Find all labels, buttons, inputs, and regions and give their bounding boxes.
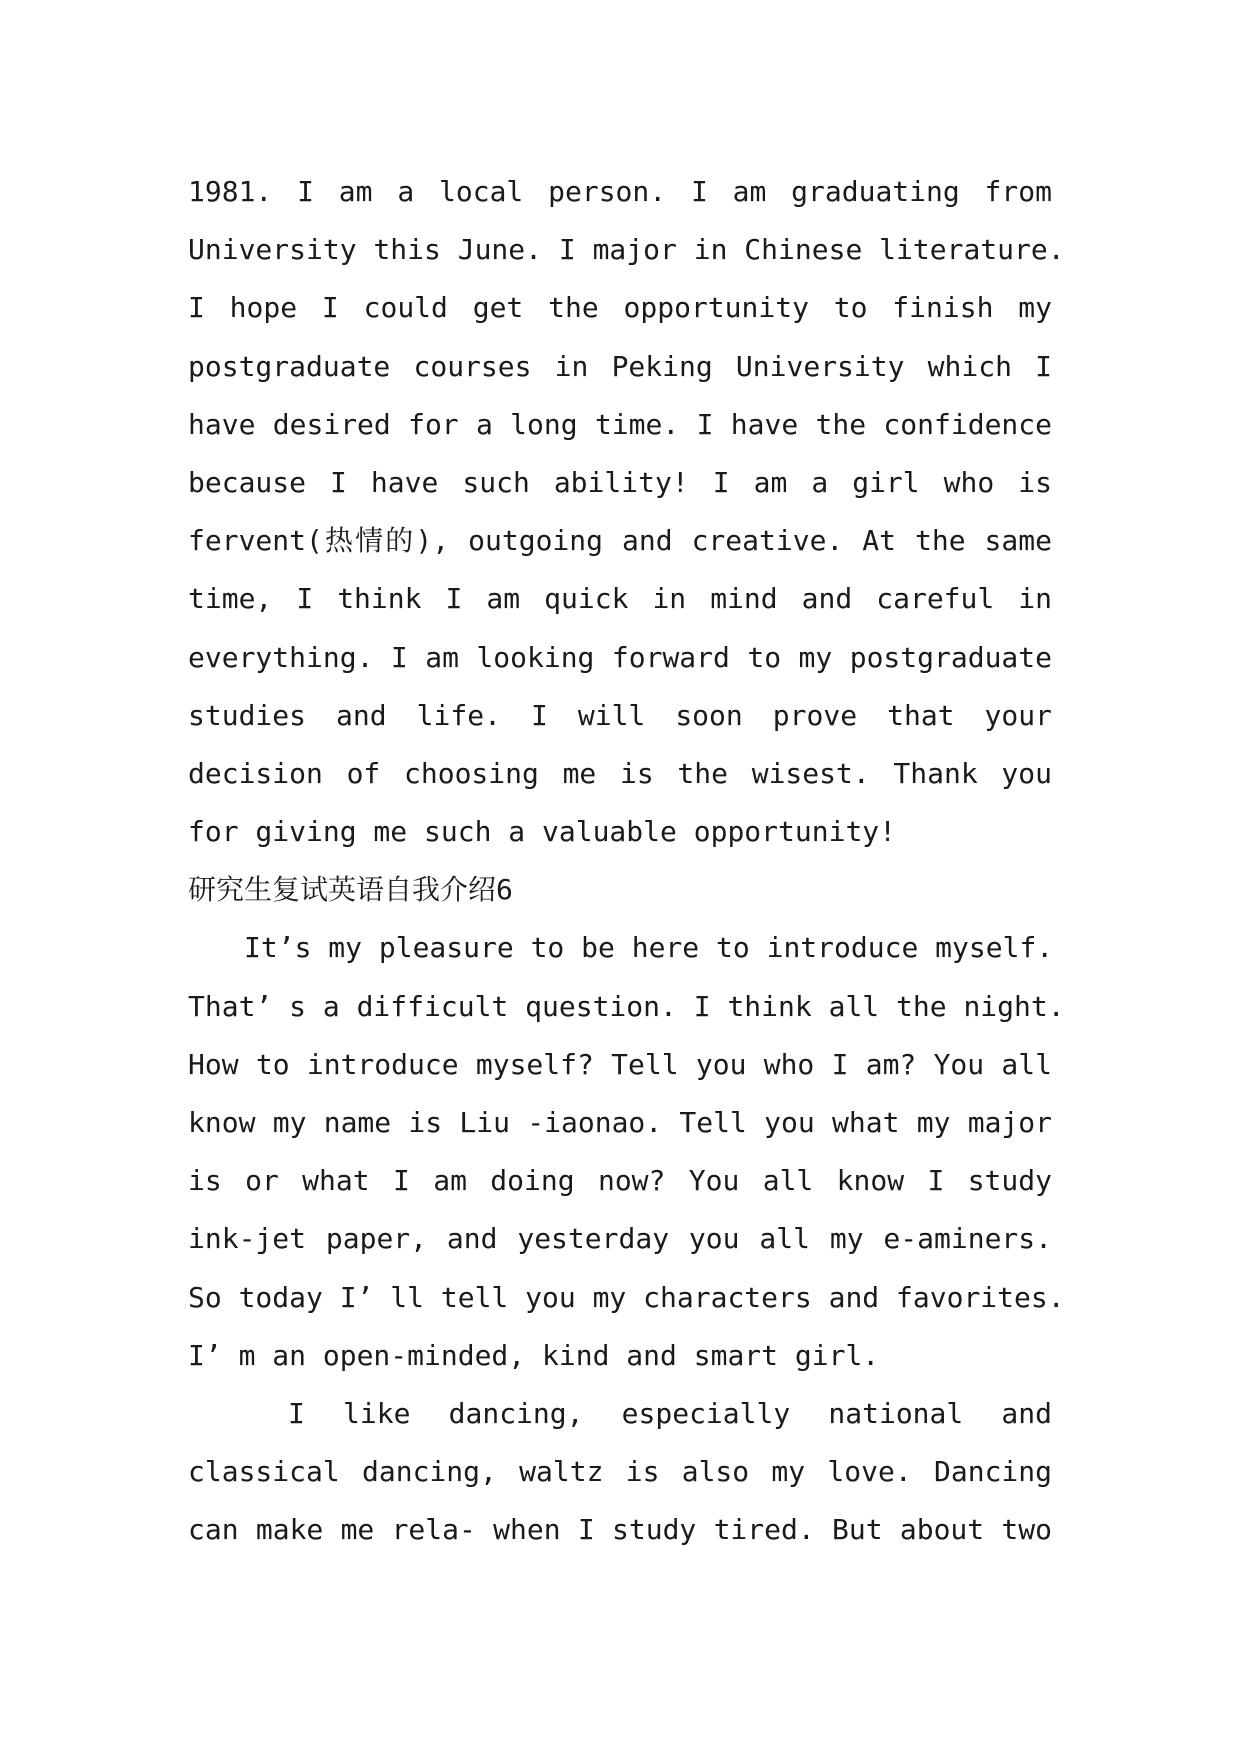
paragraph-line: know my name is Liu -iaonao. Tell you what my major [188, 1106, 1052, 1139]
paragraph-line: How to introduce myself? Tell you who I am? You all [188, 1047, 1052, 1081]
paragraph-line: It’s my pleasure to be here to introduce myself. [244, 931, 1054, 965]
paragraph-line: I hope I could get the opportunity to finish my [188, 291, 1052, 325]
section-heading: 研究生复试英语自我介绍6 [188, 873, 513, 907]
paragraph-line: postgraduate courses in Peking University which I [188, 349, 1052, 383]
paragraph-line: classical dancing, waltz is also my love. Dancing [188, 1455, 1052, 1489]
paragraph-line: can make me rela- when I study tired. But about two [188, 1513, 1052, 1547]
paragraph-line: everything. I am looking forward to my postgraduate [188, 640, 1052, 674]
paragraph-line: I’ m an open-minded, kind and smart girl. [188, 1338, 880, 1372]
paragraph-line: is or what I am doing now? You all know I study [188, 1164, 1052, 1198]
paragraph-line: because I have such ability! I am a girl who is [188, 465, 1052, 499]
paragraph-line: studies and life. I will soon prove that your [188, 698, 1052, 732]
paragraph-line: 1981. I am a local person. I am graduating from [188, 175, 1052, 208]
paragraph-line: University this June. I major in Chinese literature. [188, 233, 1065, 267]
paragraph-line: fervent(热情的), outgoing and creative. At the same [188, 524, 1052, 558]
paragraph-line: have desired for a long time. I have the confidence [188, 407, 1052, 441]
document-body [188, 163, 1065, 1560]
paragraph-line: So today I’ ll tell you my characters and favorites. [188, 1280, 1065, 1314]
paragraph-line: decision of choosing me is the wisest. Thank you [188, 756, 1052, 790]
paragraph-line: ink-jet paper, and yesterday you all my e-aminers. [188, 1222, 1052, 1256]
paragraph-line: time, I think I am quick in mind and careful in [188, 582, 1052, 616]
paragraph-line: That’ s a difficult question. I think all the night. [188, 989, 1065, 1023]
paragraph-line: I like dancing, especially national and [288, 1396, 1052, 1430]
paragraph-line: for giving me such a valuable opportunity! [188, 815, 897, 849]
